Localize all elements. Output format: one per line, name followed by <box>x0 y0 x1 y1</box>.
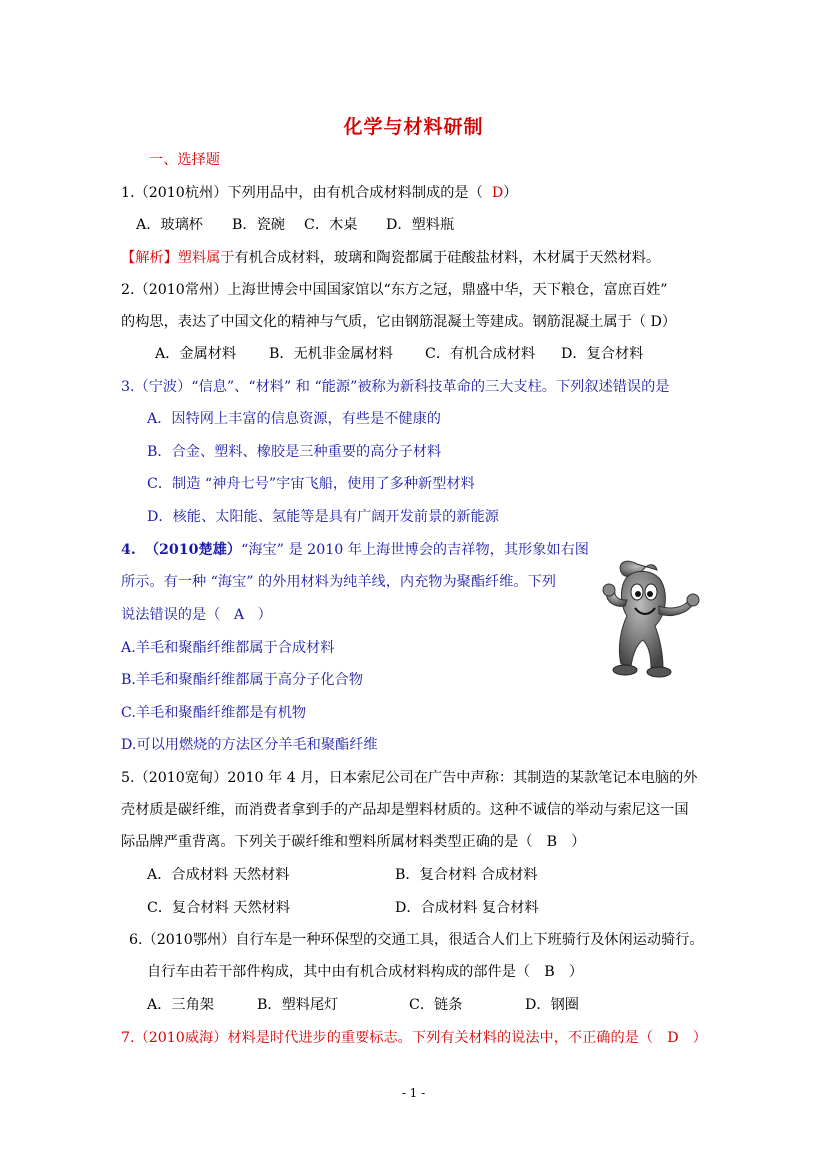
question-4-option-b: B.羊毛和聚酯纤维都属于高分子化合物 <box>121 672 363 688</box>
haibao-mascot-image <box>597 556 709 688</box>
question-5-option-d: D．合成材料 复合材料 <box>395 900 539 916</box>
question-2-option-d: D．复合材料 <box>561 346 644 362</box>
question-4-option-a: A.羊毛和聚酯纤维都属于合成材料 <box>121 640 335 656</box>
question-1-option-d: D．塑料瓶 <box>386 217 455 233</box>
question-1-analysis <box>121 248 660 268</box>
analysis-highlight: 塑料属于 <box>177 250 235 266</box>
question-2-option-a: A．金属材料 <box>155 346 237 362</box>
question-1-stem-text: 1.（2010杭州）下列用品中，由有机合成材料制成的是（ <box>121 185 483 201</box>
question-3-option-a: A．因特网上丰富的信息资源，有些是不健康的 <box>147 411 441 427</box>
question-2-line-2: 的构思，表达了中国文化的精神与气质，它由钢筋混凝土等建成。钢筋混凝土属于（ D） <box>121 314 677 330</box>
question-1-option-a: A．玻璃杯 <box>136 217 203 233</box>
question-3-option-c: C．制造 “神舟七号”宇宙飞船，使用了多种新型材料 <box>147 476 475 492</box>
question-4-answer: A <box>233 607 245 623</box>
question-5-line-2: 壳材质是碳纤维，而消费者拿到手的产品却是塑料材质的。这种不诚信的举动与索尼这一国 <box>121 802 689 818</box>
question-6-option-b: B．塑料尾灯 <box>257 997 339 1013</box>
question-6-option-c: C．链条 <box>409 997 463 1013</box>
question-5-line-1: 5.（2010宽甸）2010 年 4 月，日本索尼公司在广告中声称：其制造的某款笔记本电脑的外 <box>121 770 698 786</box>
page-title: 化学与材料研制 <box>343 116 484 138</box>
question-2-line-1: 2.（2010常州）上海世博会中国国家馆以“东方之冠，鼎盛中华，天下粮仓，富庶百姓” <box>121 282 668 298</box>
question-5-option-a: A．合成材料 天然材料 <box>147 867 290 883</box>
question-4-line-1-text: “海宝” 是 2010 年上海世博会的吉祥物，其形象如右图 <box>241 542 589 558</box>
question-4-line-3-close: ） <box>257 607 272 623</box>
question-6-option-a: A．三角架 <box>147 997 214 1013</box>
question-1-answer: D <box>491 185 504 201</box>
analysis-tag: 【解析】 <box>121 250 178 266</box>
page-number: - 1 - <box>401 1086 426 1100</box>
question-1-option-c: C．木桌 <box>304 217 358 233</box>
question-2-option-b: B．无机非金属材料 <box>269 346 393 362</box>
question-6-line-1: 6.（2010鄂州）自行车是一种环保型的交通工具，很适合人们上下班骑行及休闲运动骑行。 <box>129 932 704 948</box>
question-4-line-3-text: 说法错误的是（ <box>121 607 221 623</box>
question-6-option-d: D．钢圈 <box>525 997 579 1013</box>
question-3-option-b: B．合金、塑料、橡胶是三种重要的高分子材料 <box>147 444 442 460</box>
question-6-line-2: 自行车由若干部件构成，其中由有机合成材料构成的部件是（ B ） <box>147 964 584 980</box>
question-4-number: 4. <box>121 542 136 558</box>
question-2-option-c: C．有机合成材料 <box>425 346 536 362</box>
question-4-source: （2010楚雄） <box>144 542 242 558</box>
question-3-option-d: D．核能、太阳能、氢能等是具有广阔开发前景的新能源 <box>147 509 499 525</box>
question-4-line-1 <box>121 540 589 560</box>
question-7-stem: 7.（2010威海）材料是时代进步的重要标志。下列有关材料的说法中，不正确的是（ D ） <box>121 1030 707 1046</box>
question-4-line-3 <box>121 605 272 625</box>
question-5-option-c: C．复合材料 天然材料 <box>147 900 291 916</box>
question-4-option-c: C.羊毛和聚酯纤维都是有机物 <box>121 705 307 721</box>
question-1-stem-close: ） <box>503 185 518 201</box>
question-5-option-b: B．复合材料 合成材料 <box>395 867 538 883</box>
question-5-line-3: 际品牌严重背离。下列关于碳纤维和塑料所属材料类型正确的是（ B ） <box>121 834 586 850</box>
question-4-line-2: 所示。有一种 “海宝” 的外用材料为纯羊线，内充物为聚酯纤维。下列 <box>121 574 556 590</box>
section-heading: 一、选择题 <box>149 152 220 168</box>
question-1-option-b: B．瓷碗 <box>232 217 285 233</box>
analysis-text: 有机合成材料，玻璃和陶瓷都属于硅酸盐材料，木材属于天然材料。 <box>234 250 661 266</box>
question-3-stem: 3.（宁波）“信息”、“材料” 和 “能源”被称为新科技革命的三大支柱。下列叙述错误的是 <box>121 379 670 395</box>
question-4-option-d: D.可以用燃烧的方法区分羊毛和聚酯纤维 <box>121 737 378 753</box>
question-1-stem <box>121 183 517 203</box>
